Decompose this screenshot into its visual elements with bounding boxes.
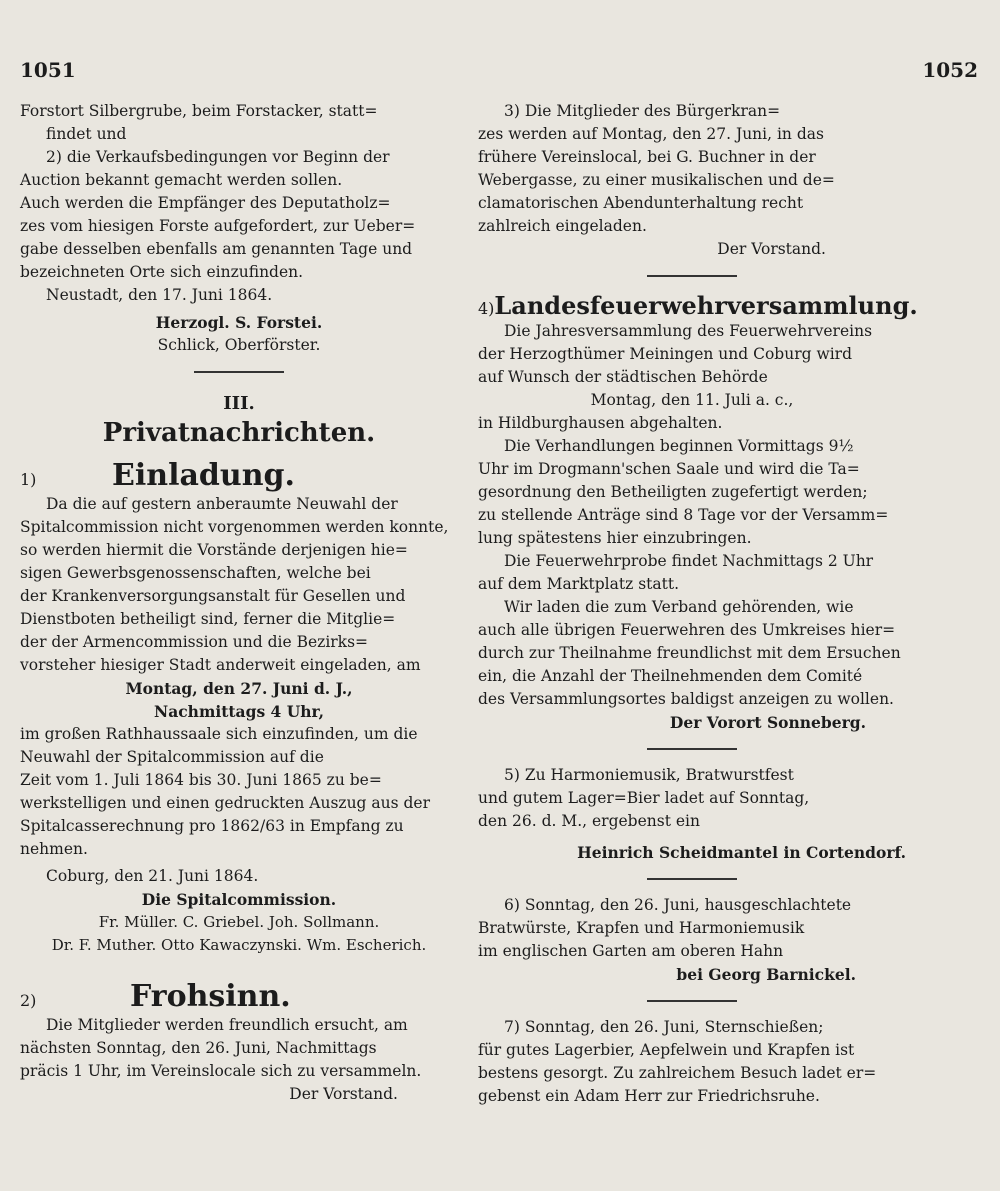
forst-line: Forstort Silbergrube, beim Forstacker, statt= [20, 102, 378, 120]
page-number-right: 1052 [922, 58, 978, 82]
item4-line: durch zur Theilnahme freundlichst mit dem Ersuchen [478, 644, 901, 662]
item4-number: 4) [478, 299, 495, 318]
einladung-line: Da die auf gestern anberaumte Neuwahl der [46, 495, 398, 513]
item4-line: auf dem Marktplatz statt. [478, 575, 680, 593]
einladung-date: Montag, den 27. Juni d. J., [125, 679, 353, 698]
einladung-names: Fr. Müller. C. Griebel. Joh. Sollmann. [98, 913, 380, 931]
divider [647, 275, 737, 277]
einladung-names: Dr. F. Muther. Otto Kawaczynski. Wm. Escherich. [51, 936, 427, 954]
item4-title: Landesfeuerwehrversammlung. [494, 291, 918, 320]
item7-line: 7) Sonntag, den 26. Juni, Sternschießen; [504, 1018, 824, 1036]
frohsinn-line: nächsten Sonntag, den 26. Juni, Nachmittags [20, 1039, 377, 1057]
item6-line: 6) Sonntag, den 26. Juni, hausgeschlachtete [504, 896, 852, 914]
item5-line: und gutem Lager=Bier ladet auf Sonntag, [478, 789, 810, 807]
item7-line: gebenst ein Adam Herr zur Friedrichsruhe. [478, 1087, 820, 1105]
item4-line: ein, die Anzahl der Theilnehmenden dem Comité [478, 667, 863, 685]
einladung-line: Dienstboten betheiligt sind, ferner die Mitglie= [20, 610, 396, 628]
right-column [478, 100, 918, 1108]
item3-line: clamatorischen Abendunterhaltung recht [478, 194, 804, 212]
item7-line: bestens gesorgt. Zu zahlreichem Besuch ladet er= [478, 1064, 877, 1082]
item4-line: auf Wunsch der städtischen Behörde [478, 368, 768, 386]
item4-line: Die Verhandlungen beginnen Vormittags 9½ [504, 437, 854, 455]
einladung-line: der der Armencommission und die Bezirks= [20, 633, 369, 651]
item4-line: gesordnung den Betheiligten zugefertigt werden; [478, 483, 868, 501]
forst-line: Auch werden die Empfänger des Deputatholz= [20, 194, 391, 212]
einladung-line: werkstelligen und einen gedruckten Auszug aus der [20, 794, 431, 812]
item5-line: 5) Zu Harmoniemusik, Bratwurstfest [504, 766, 794, 784]
einladung-line: Spitalcasserechnung pro 1862/63 in Empfang zu [20, 817, 404, 835]
forst-line: findet und [46, 125, 127, 143]
einladung-line: nehmen. [20, 840, 88, 858]
forst-line: zes vom hiesigen Forste aufgefordert, zur Ueber= [20, 217, 416, 235]
einladung-line: sigen Gewerbsgenossenschaften, welche bei [20, 564, 371, 582]
item4-line: der Herzogthümer Meiningen und Coburg wird [478, 345, 853, 363]
frohsinn-header [20, 979, 458, 1014]
item4-line: lung spätestens hier einzubringen. [478, 529, 752, 547]
item4-header [478, 291, 918, 320]
einladung-number: 1) [20, 470, 37, 489]
section-number: III. [223, 393, 255, 414]
divider [647, 878, 737, 880]
item3-line: zahlreich eingeladen. [478, 217, 647, 235]
forst-line: 2) die Verkaufsbedingungen vor Beginn der [46, 148, 390, 166]
item5-signature: Heinrich Scheidmantel in Cortendorf. [577, 843, 906, 862]
item4-line: des Versammlungsortes baldigst anzeigen zu wollen. [478, 690, 894, 708]
einladung-time: Nachmittags 4 Uhr, [154, 702, 324, 721]
einladung-header [20, 458, 458, 493]
einladung-line: Zeit vom 1. Juli 1864 bis 30. Juni 1865 zu be= [20, 771, 382, 789]
item3-line: Webergasse, zu einer musikalischen und de= [478, 171, 835, 189]
page-number-left: 1051 [20, 58, 76, 82]
einladung-line: im großen Rathhaussaale sich einzufinden, um die [20, 725, 418, 743]
forst-signature-office: Herzogl. S. Forstei. [155, 313, 323, 332]
item4-line: Uhr im Drogmann'schen Saale und wird die Ta= [478, 460, 860, 478]
item6-line: Bratwürste, Krapfen und Harmoniemusik [478, 919, 805, 937]
einladung-line: Neuwahl der Spitalcommission auf die [20, 748, 324, 766]
frohsinn-number: 2) [20, 991, 37, 1010]
einladung-line: der Krankenversorgungsanstalt für Gesellen und [20, 587, 406, 605]
item4-line: in Hildburghausen abgehalten. [478, 414, 723, 432]
item4-line: Wir laden die zum Verband gehörenden, wie [504, 598, 854, 616]
item4-signature: Der Vorort Sonneberg. [669, 713, 866, 732]
item7-line: für gutes Lagerbier, Aepfelwein und Krapfen ist [478, 1041, 855, 1059]
item3-line: 3) Die Mitglieder des Bürgerkran= [504, 102, 781, 120]
frohsinn-title: Frohsinn. [130, 979, 291, 1014]
forst-signature-name: Schlick, Oberförster. [157, 336, 321, 354]
item3-signature: Der Vorstand. [717, 240, 826, 258]
item4-line: zu stellende Anträge sind 8 Tage vor der Versamm= [478, 506, 889, 524]
item4-date: Montag, den 11. Juli a. c., [590, 391, 794, 409]
item6-signature: bei Georg Barnickel. [676, 965, 856, 984]
forst-line: bezeichneten Orte sich einzufinden. [20, 263, 304, 281]
divider [647, 748, 737, 750]
frohsinn-line: Die Mitglieder werden freundlich ersucht, am [46, 1016, 408, 1034]
item4-line: Die Jahresversammlung des Feuerwehrvereins [504, 322, 873, 340]
divider [194, 371, 284, 373]
item4-line: auch alle übrigen Feuerwehren des Umkreises hier= [478, 621, 896, 639]
einladung-line: so werden hiermit die Vorstände derjenigen hie= [20, 541, 408, 559]
item5-line: den 26. d. M., ergebenst ein [478, 812, 700, 830]
forst-line: gabe desselben ebenfalls am genannten Tage und [20, 240, 413, 258]
forst-line: Auction bekannt gemacht werden sollen. [20, 171, 343, 189]
left-column [20, 100, 458, 1106]
einladung-line: Spitalcommission nicht vorgenommen werden konnte, [20, 518, 449, 536]
einladung-line: vorsteher hiesiger Stadt anderweit eingeladen, am [20, 656, 421, 674]
section-title: Privatnachrichten. [102, 418, 376, 448]
item3-line: frühere Vereinslocal, bei G. Buchner in der [478, 148, 816, 166]
frohsinn-line: präcis 1 Uhr, im Vereinslocale sich zu versammeln. [20, 1062, 422, 1080]
frohsinn-signature: Der Vorstand. [289, 1085, 398, 1103]
einladung-place-date: Coburg, den 21. Juni 1864. [46, 867, 259, 885]
einladung-signature: Die Spitalcommission. [141, 890, 337, 909]
einladung-title: Einladung. [112, 458, 295, 493]
forst-date: Neustadt, den 17. Juni 1864. [46, 286, 273, 304]
item3-line: zes werden auf Montag, den 27. Juni, in das [478, 125, 824, 143]
item6-line: im englischen Garten am oberen Hahn [478, 942, 784, 960]
divider [647, 1000, 737, 1002]
item4-line: Die Feuerwehrprobe findet Nachmittags 2 Uhr [504, 552, 874, 570]
